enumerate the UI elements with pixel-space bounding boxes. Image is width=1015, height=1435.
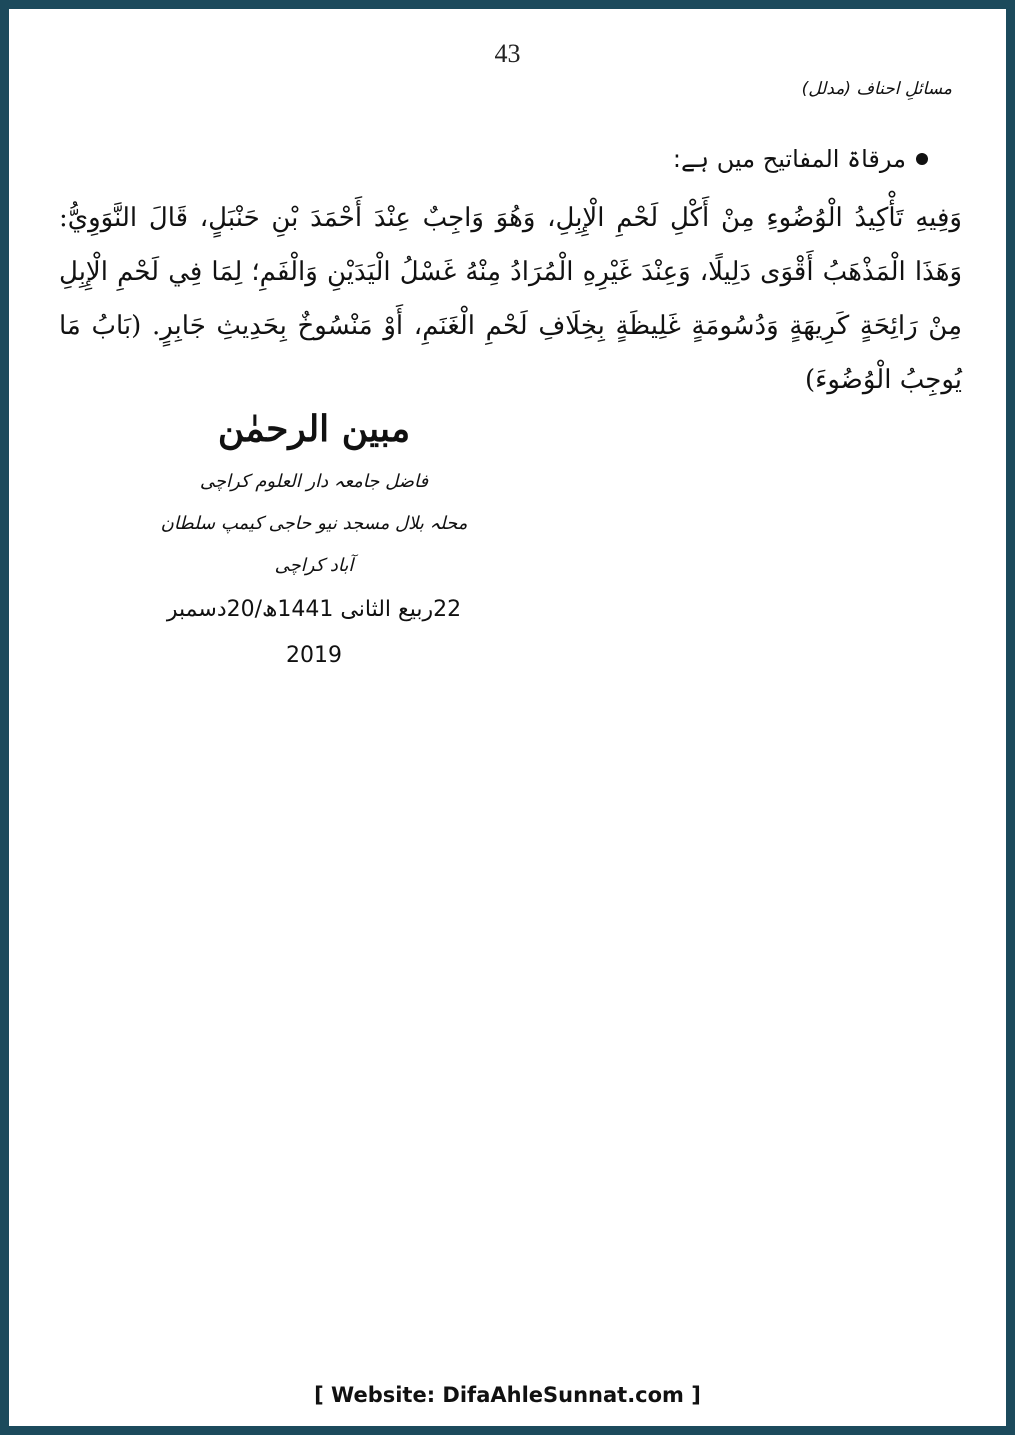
signature-block — [149, 397, 479, 679]
bullet-heading-row — [673, 145, 928, 173]
author-title: فاضل جامعہ دار العلوم کراچی — [199, 471, 429, 492]
arabic-quotation: وَفِيهِ تَأْكِيدُ الْوُضُوءِ مِنْ أَكْلِ لَحْمِ الْإِبِلِ، وَهُوَ وَاجِبٌ عِنْدَ أَحْمَدَ بْنِ حَنْبَلٍ، قَالَ النَّوَوِيُّ: وَهَذَا الْمَذْهَبُ أَقْوَى دَلِيلًا، وَعِنْدَ غَيْرِهِ الْمُرَادُ مِنْهُ غَسْلُ الْيَدَيْنِ وَالْفَمِ؛ لِمَا فِي لَحْمِ الْإِبِلِ مِنْ رَائِحَةٍ كَرِيهَةٍ وَدُسُومَةٍ غَلِيظَةٍ بِخِلَافِ لَحْمِ الْغَنَمِ، أَوْ مَنْسُوخٌ بِحَدِيثِ جَابِرٍ. (بَابُ مَا يُوجِبُ الْوُضُوءَ) — [59, 203, 962, 395]
author-date: 22ربیع الثانی 1441ھ/20دسمبر 2019 — [166, 597, 462, 668]
footer-website: [ Website: DifaAhleSunnat.com ] — [314, 1383, 701, 1407]
document-page — [9, 9, 1006, 1426]
author-name: مبین الرحمٰن — [217, 408, 411, 450]
author-address: محلہ بلال مسجد نیو حاجی کیمپ سلطان آباد کراچی — [160, 513, 468, 576]
running-head: مسائلِ احناف (مدلل) — [801, 79, 952, 99]
bullet-icon — [916, 153, 928, 165]
bullet-heading: مرقاۃ المفاتیح میں ہے: — [672, 145, 906, 173]
page-number: 43 — [494, 39, 521, 68]
